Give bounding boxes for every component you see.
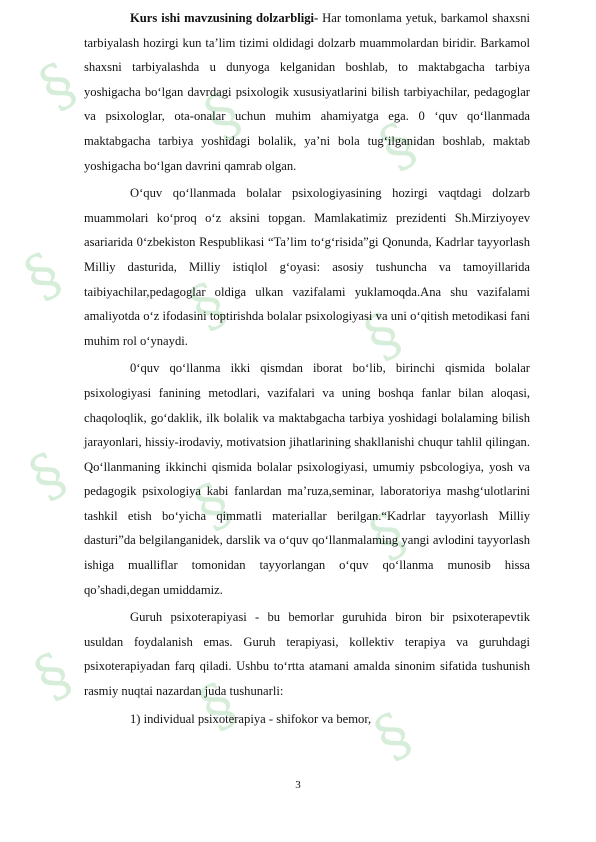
paragraph-text: 0‘quv qo‘llanma ikki qismdan iborat bo‘lib, birinchi qismida bolalar psixologiyasi fanining metodlari, vazifalari va uning boshqa fanlar bilan aloqasi, chaqoloqlik, go‘daklik, ilk bolalik va maktabgacha tarbiya yoshidagi bolalaming bilish jarayonlari, hissiy-irodaviy, motivatsion jihatlarining shakllanishi chuqur tahlil qilingan. Qo‘llanmaning ikkinchi qismida bolalar psixologiyasi, umumiy psbcologiya, yosh va pedagogik psixologiya kabi fanlardan ma’ruza,seminar, laboratoriya mashg‘ulotlarini tashkil etish bo‘yicha qimmatli materiallar berilgan.“Kadrlar tayyorlash Milliy dasturi”da belgilanganidek, darslik va o‘quv qo‘llanmalaming yangi avlodini tayyorlash ishiga mualliflar tomonidan tayyorlangan o‘quv qo‘llanma munosib hissa qo’shadi,degan umiddamiz. — [84, 361, 530, 597]
watermark-glyph: § — [193, 78, 253, 153]
paragraph-relevance — [84, 6, 530, 178]
watermark-glyph: § — [368, 108, 428, 183]
paragraph-group-therapy — [84, 605, 530, 703]
paragraph-text: Guruh psixoterapiyasi - bu bemorlar guruhida biron bir psixoterapevtik usuldan foydalanish emas. Guruh terapiyasi, kollektiv terapiya va guruhdagi psixoterapiyadan farq qiladi. Ushbu to‘rtta atamani amalda sinonim sifatida tushunish rasmiy nuqtai nazardan juda tushunarli: — [84, 610, 530, 699]
watermark-glyph: § — [178, 268, 238, 343]
watermark-glyph: § — [188, 668, 248, 743]
page-number: 3 — [295, 779, 301, 791]
watermark-glyph: § — [363, 698, 423, 773]
watermark-glyph: § — [353, 298, 413, 373]
watermark-glyph: § — [358, 498, 418, 573]
watermark-glyph: § — [13, 238, 73, 313]
paragraph-lead: Kurs ishi mavzusining dolzarbligi- — [130, 11, 319, 25]
paragraph-text: 1) individual psixoterapiya - shifokor va bemor, — [130, 711, 372, 726]
paragraph-problems — [84, 181, 530, 353]
paragraph-list-item — [84, 707, 530, 732]
watermark-glyph: § — [28, 48, 88, 123]
paragraph-text: O‘quv qo‘llanmada bolalar psixologiyasining hozirgi vaqtdagi dolzarb muammolari ko‘proq o‘z aksini topgan. Mamlakatimiz prezidenti Sh.Mirziyoyev asariarida 0‘zbekiston Respublikasi “Ta’lim to‘g‘risida”gi Qonunda, Kadrlar tayyorlash Milliy dasturida, Milliy istiqlol g‘oyasi: asosiy tushuncha va tamoyillarida taibiyachilar,pedagoglar oldiga ulkan vazifalami yuklamoqda.Ana shu vazifalami amaliyotda o‘z ifodasini toptirishda bolalar psixologiyasi va uni o‘qitish metodikasi fani muhim rol o‘ynaydi. — [84, 186, 530, 348]
watermark-glyph: § — [23, 638, 83, 713]
watermark-glyph: § — [18, 438, 78, 513]
paragraph-text: Har tomonlama yetuk, barkamol shaxsni tarbiyalash hozirgi kun ta’lim tizimi oldidagi dolzarb muammolardan biridir. Barkamol shaxsni tarbiyalashda u dunyoga kelganidan boshlab, to maktabgacha tarbiya yoshigacha bo‘lgan davrdagi psixologik xususiyatlarini bilish tarbiyachilar, pedagoglar va psixologlar, ota-onalar uchun muhim ahamiyatga ega. 0 ‘quv qo‘llanmada maktabgacha tarbiya yoshidagi bolalik, ya’ni bola tug‘ilganidan boshlab, maktab yoshigacha bo‘lgan davrini qamrab olgan. — [84, 11, 530, 173]
watermark-glyph: § — [183, 468, 243, 543]
document-page — [84, 6, 530, 731]
paragraph-structure — [84, 356, 530, 602]
